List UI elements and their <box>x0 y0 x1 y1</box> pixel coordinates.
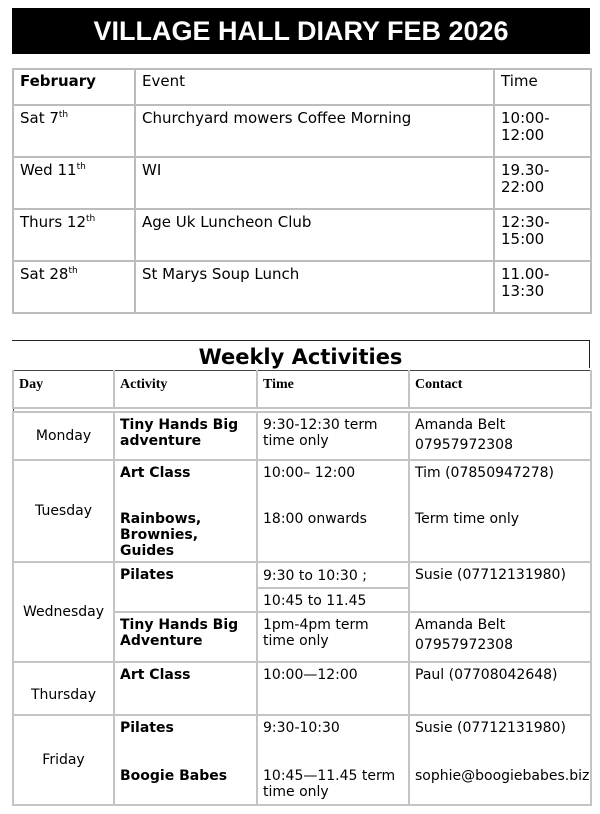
weekly-contact: Susie (07712131980) sophie@boogiebabes.biz <box>409 715 591 805</box>
diary-date: Wed 11th <box>13 157 135 209</box>
weekly-row-monday <box>13 412 591 460</box>
weekly-day: Monday <box>13 412 114 460</box>
weekly-row-wednesday <box>13 562 591 588</box>
weekly-time: 9:30-10:30 10:45—11.45 term time only <box>257 715 409 805</box>
weekly-activity: Art Class <box>114 662 257 715</box>
weekly-row-thursday <box>13 662 591 715</box>
diary-row <box>13 105 591 157</box>
diary-row <box>13 261 591 313</box>
weekly-header-activity: Activity <box>114 371 257 409</box>
weekly-activity: Pilates <box>114 562 257 612</box>
weekly-row-tuesday <box>13 460 591 562</box>
diary-row <box>13 209 591 261</box>
weekly-day: Friday <box>13 715 114 805</box>
diary-time: 19.30-22:00 <box>494 157 591 209</box>
weekly-activity: Tiny Hands Big adventure <box>114 412 257 460</box>
weekly-activity: Pilates Boogie Babes <box>114 715 257 805</box>
diary-time: 12:30-15:00 <box>494 209 591 261</box>
weekly-header-time: Time <box>257 371 409 409</box>
diary-event: Age Uk Luncheon Club <box>135 209 494 261</box>
diary-event: Churchyard mowers Coffee Morning <box>135 105 494 157</box>
weekly-activities-table <box>12 370 592 806</box>
weekly-time: 10:45 to 11.45 <box>257 588 409 612</box>
weekly-time: 9:30 to 10:30 ; <box>257 562 409 588</box>
diary-header-month: February <box>13 69 135 105</box>
diary-row <box>13 157 591 209</box>
diary-header-time: Time <box>494 69 591 105</box>
weekly-contact: Tim (07850947278) Term time only <box>409 460 591 562</box>
diary-date: Sat 7th <box>13 105 135 157</box>
weekly-header-day: Day <box>13 371 114 409</box>
weekly-activities-title: Weekly Activities <box>12 340 590 368</box>
weekly-day: Wednesday <box>13 562 114 662</box>
diary-date: Thurs 12th <box>13 209 135 261</box>
diary-header-row <box>13 69 591 105</box>
weekly-day: Tuesday <box>13 460 114 562</box>
weekly-header-contact: Contact <box>409 371 591 409</box>
page-title: VILLAGE HALL DIARY FEB 2026 <box>12 8 590 54</box>
weekly-activity: Art Class Rainbows, Brownies, Guides <box>114 460 257 562</box>
diary-table <box>12 68 592 314</box>
diary-event: St Marys Soup Lunch <box>135 261 494 313</box>
diary-time: 10:00-12:00 <box>494 105 591 157</box>
weekly-contact: Amanda Belt 07957972308 <box>409 412 591 460</box>
weekly-activity: Tiny Hands Big Adventure <box>114 612 257 662</box>
weekly-time: 9:30-12:30 term time only <box>257 412 409 460</box>
weekly-contact: Amanda Belt 07957972308 <box>409 612 591 662</box>
weekly-header-row <box>13 371 591 409</box>
diary-event: WI <box>135 157 494 209</box>
weekly-day: Thursday <box>13 662 114 715</box>
diary-header-event: Event <box>135 69 494 105</box>
weekly-contact: Susie (07712131980) <box>409 562 591 612</box>
weekly-row-friday <box>13 715 591 805</box>
weekly-time: 10:00—12:00 <box>257 662 409 715</box>
diary-date: Sat 28th <box>13 261 135 313</box>
weekly-contact: Paul (07708042648) <box>409 662 591 715</box>
diary-time: 11.00-13:30 <box>494 261 591 313</box>
weekly-time: 1pm-4pm term time only <box>257 612 409 662</box>
weekly-time: 10:00– 12:00 18:00 onwards <box>257 460 409 562</box>
